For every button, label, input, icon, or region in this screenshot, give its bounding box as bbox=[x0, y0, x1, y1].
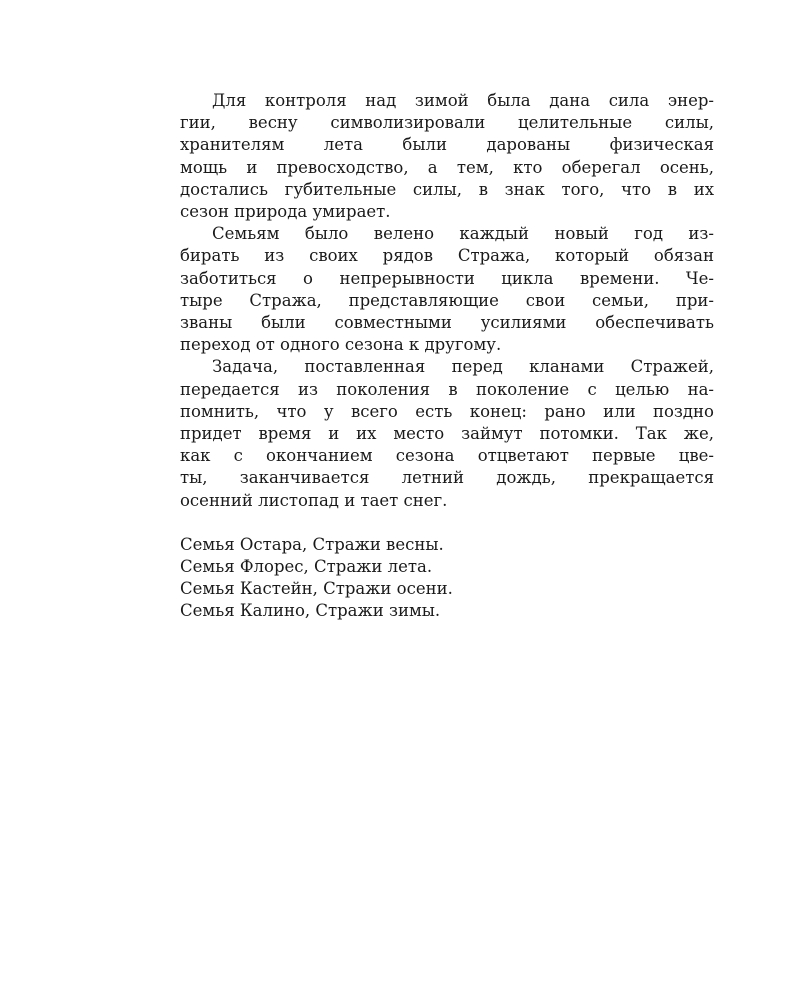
text-line: заботиться о непрерывности цикла времени. Че- bbox=[180, 268, 714, 288]
text-line: переход от одного сезона к другому. bbox=[180, 335, 502, 355]
family-autumn: Семья Кастейн, Стражи осени. bbox=[180, 579, 453, 599]
paragraph-3 bbox=[148, 356, 714, 511]
text-line: званы были совместными усилиями обеспечивать bbox=[180, 313, 714, 333]
text-line: хранителям лета были дарованы физическая bbox=[180, 135, 714, 155]
text-line: гии, весну символизировали целительные силы, bbox=[180, 113, 714, 133]
text-line: бирать из своих рядов Стража, который обязан bbox=[180, 246, 714, 266]
text-line: достались губительные силы, в знак того, что в их bbox=[180, 179, 714, 199]
text-line: придет время и их место займут потомки. Так же, bbox=[180, 424, 714, 444]
family-summer: Семья Флорес, Стражи лета. bbox=[180, 557, 433, 577]
text-line: тыре Стража, представляющие свои семьи, при- bbox=[180, 290, 714, 310]
text-line: Семьям было велено каждый новый год из- bbox=[212, 224, 714, 244]
blank-line bbox=[148, 512, 714, 534]
text-line: Для контроля над зимой была дана сила энер- bbox=[212, 91, 714, 110]
text-line: как с окончанием сезона отцветают первые цве- bbox=[180, 446, 714, 466]
text-line: мощь и превосходство, а тем, кто оберегал осень, bbox=[180, 157, 714, 177]
family-winter: Семья Калино, Стражи зимы. bbox=[180, 601, 441, 621]
families-list bbox=[148, 534, 714, 623]
paragraph-1 bbox=[148, 90, 714, 223]
paragraph-2 bbox=[148, 223, 714, 356]
text-line: сезон природа умирает. bbox=[180, 202, 391, 222]
text-line: Задача, поставленная перед кланами Стражей, bbox=[212, 357, 714, 377]
text-line: осенний листопад и тает снег. bbox=[180, 490, 448, 510]
text-line: ты, заканчивается летний дождь, прекращается bbox=[180, 468, 714, 488]
text-line: помнить, что у всего есть конец: рано или поздно bbox=[180, 401, 714, 421]
family-spring: Семья Остара, Стражи весны. bbox=[180, 534, 444, 554]
text-line: передается из поколения в поколение с целью на- bbox=[180, 379, 714, 399]
book-page bbox=[148, 90, 714, 623]
